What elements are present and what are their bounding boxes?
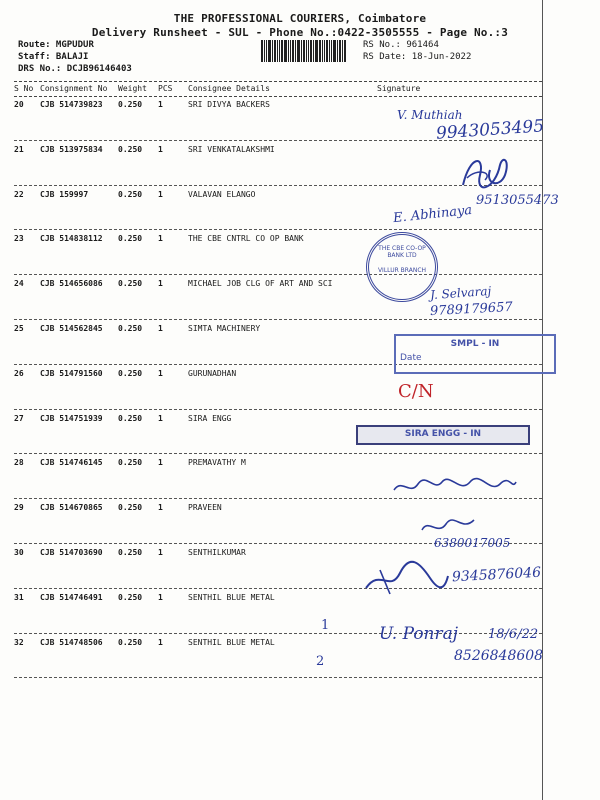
- row-weight: 0.250: [118, 279, 143, 289]
- row-weight: 0.250: [118, 592, 143, 602]
- row-sno: 31: [14, 592, 24, 602]
- row-weight: 0.250: [118, 234, 143, 244]
- barcode-bar: [295, 40, 296, 62]
- drs-label: DRS No.: DCJB96146403: [18, 64, 132, 74]
- signature-scribble: [390, 472, 520, 498]
- row-sno: 28: [14, 458, 24, 468]
- handwritten-name: U. Ponraj: [379, 624, 459, 644]
- row-consignee: VALAVAN ELANGO: [188, 189, 256, 199]
- barcode-bar: [303, 40, 305, 62]
- seal-bottom-text: VILLUR BRANCH: [377, 267, 427, 274]
- barcode-bar: [324, 40, 325, 62]
- row-sno: 32: [14, 637, 24, 647]
- row-sno: 26: [14, 368, 24, 378]
- row-pcs: 1: [158, 637, 163, 647]
- row-consignee: GURUNADHAN: [188, 368, 237, 378]
- bank-seal: [366, 232, 438, 302]
- row-pcs: 1: [158, 100, 163, 109]
- handwritten-signature: E. Abhinaya: [392, 202, 473, 227]
- barcode-bar: [315, 40, 318, 62]
- barcode-bar: [326, 40, 328, 62]
- barcode-bar: [344, 40, 346, 62]
- row-pcs: 1: [158, 324, 163, 333]
- row-sno: 21: [14, 144, 24, 154]
- barcode-bar: [272, 40, 273, 62]
- barcode-bar: [337, 40, 338, 62]
- barcode-bar: [279, 40, 280, 62]
- row-consignee: SRI DIVYA BACKERS: [188, 100, 270, 109]
- stamp-text: SIRA ENGG - IN: [404, 429, 482, 439]
- document-title: [0, 12, 600, 39]
- barcode-bar: [292, 40, 294, 62]
- row-consignee: SENTHIL BLUE METAL: [188, 592, 275, 602]
- row-consignment: CJB 514656086: [40, 279, 103, 289]
- barcode-bar: [264, 40, 265, 62]
- handwritten-name: J. Selvaraj: [429, 283, 492, 303]
- signature-scribble: [418, 514, 478, 538]
- row-weight: 0.250: [118, 637, 143, 647]
- row-pcs: 1: [158, 458, 163, 468]
- barcode-bar: [290, 40, 291, 62]
- handwritten-phone: 9513055473: [476, 193, 559, 208]
- col-consignment: Consignment No: [40, 84, 108, 93]
- barcode-bar: [319, 40, 321, 62]
- row-consignment: CJB 514562845: [40, 324, 103, 333]
- barcode-bar: [301, 40, 302, 62]
- row-weight: 0.250: [118, 503, 143, 513]
- barcode-bar: [331, 40, 332, 62]
- barcode-bar: [329, 40, 330, 62]
- row-consignment: CJB 159997: [40, 189, 89, 199]
- handwritten-phone: 9789179657: [429, 299, 514, 320]
- handwritten-phone: 8526848608: [454, 648, 544, 664]
- row-consignee: MICHAEL JOB CLG OF ART AND SCI: [188, 279, 333, 289]
- row-sno: 24: [14, 279, 24, 289]
- stamp-date-label: Date: [400, 353, 422, 363]
- row-consignee: SIMTA MACHINERY: [188, 324, 261, 333]
- col-consignee: Consignee Details: [188, 84, 270, 93]
- row-consignment: CJB 514791560: [40, 368, 103, 378]
- row-consignee: THE CBE CNTRL CO OP BANK: [188, 234, 304, 244]
- barcode-bar: [268, 40, 271, 62]
- row-sno: 30: [14, 548, 24, 557]
- row-sno: 20: [14, 100, 24, 109]
- handwritten-mark: 2: [316, 654, 325, 669]
- row-weight: 0.250: [118, 548, 143, 557]
- route-info: [18, 39, 132, 75]
- barcode-bar: [274, 40, 276, 62]
- rs-date: RS Date: 18-Jun-2022: [363, 52, 472, 62]
- barcode-bar: [266, 40, 267, 62]
- barcode-bar: [308, 40, 309, 62]
- row-consignee: SENTHIL BLUE METAL: [188, 637, 275, 647]
- barcode: [261, 40, 357, 62]
- row-weight: 0.250: [118, 324, 143, 333]
- table-row: [14, 588, 542, 634]
- rs-number: RS No.: 961464: [363, 40, 439, 50]
- col-pcs: PCS: [158, 84, 173, 93]
- row-weight: 0.250: [118, 189, 143, 199]
- row-consignment: CJB 514838112: [40, 234, 103, 244]
- rs-info: [363, 39, 471, 63]
- company-stamp: [394, 334, 556, 374]
- row-consignment: CJB 514739823: [40, 100, 103, 109]
- barcode-bar: [342, 40, 343, 62]
- barcode-bar: [322, 40, 323, 62]
- barcode-bar: [313, 40, 314, 62]
- row-consignee: SENTHILKUMAR: [188, 548, 246, 557]
- row-pcs: 1: [158, 368, 163, 378]
- row-consignment: CJB 513975834: [40, 144, 103, 154]
- row-weight: 0.250: [118, 413, 143, 423]
- barcode-bar: [297, 40, 300, 62]
- stamp-text: SMPL - IN: [450, 339, 500, 349]
- barcode-bar: [288, 40, 289, 62]
- company-stamp: [356, 425, 530, 445]
- company-name: THE PROFESSIONAL COURIERS, Coimbatore: [173, 12, 427, 25]
- col-signature: Signature: [377, 84, 421, 93]
- barcode-bar: [277, 40, 278, 62]
- row-consignment: CJB 514748506: [40, 637, 103, 647]
- row-consignee: PRAVEEN: [188, 503, 222, 513]
- barcode-bar: [261, 40, 263, 62]
- handwritten-phone: 9943053495: [435, 116, 545, 144]
- handwritten-phone: 9345876046: [451, 564, 542, 586]
- row-consignment: CJB 514746491: [40, 592, 103, 602]
- seal-top-text: THE CBE CO-OP BANK LTD: [378, 245, 426, 259]
- row-pcs: 1: [158, 413, 163, 423]
- row-pcs: 1: [158, 592, 163, 602]
- barcode-bar: [333, 40, 336, 62]
- row-sno: 25: [14, 324, 24, 333]
- runsheet-subtitle: Delivery Runsheet - SUL - Phone No.:0422-3505555 - Page No.:3: [91, 26, 509, 39]
- row-consignment: CJB 514746145: [40, 458, 103, 468]
- col-sno: S No: [14, 84, 34, 93]
- route-label: Route: MGPUDUR: [18, 40, 94, 50]
- handwritten-name: V. Muthiah: [397, 108, 463, 122]
- row-consignment: CJB 514703690: [40, 548, 103, 557]
- row-sno: 29: [14, 503, 24, 513]
- barcode-bar: [339, 40, 341, 62]
- row-pcs: 1: [158, 234, 163, 244]
- handwritten-phone: 6380017005: [434, 536, 511, 550]
- row-sno: 23: [14, 234, 24, 244]
- row-pcs: 1: [158, 503, 163, 513]
- row-consignee: SIRA ENGG: [188, 413, 232, 423]
- signature-scribble: [360, 558, 450, 598]
- row-weight: 0.250: [118, 458, 143, 468]
- handwritten-date: 18/6/22: [488, 627, 539, 642]
- row-consignment: CJB 514670865: [40, 503, 103, 513]
- barcode-bar: [281, 40, 283, 62]
- row-sno: 22: [14, 189, 24, 199]
- row-pcs: 1: [158, 189, 163, 199]
- staff-label: Staff: BALAJI: [18, 52, 89, 62]
- row-weight: 0.250: [118, 100, 143, 109]
- row-pcs: 1: [158, 548, 163, 557]
- barcode-bar: [284, 40, 287, 62]
- row-pcs: 1: [158, 279, 163, 289]
- row-pcs: 1: [158, 144, 163, 154]
- row-consignee: PREMAVATHY M: [188, 458, 246, 468]
- barcode-bar: [306, 40, 307, 62]
- barcode-bar: [310, 40, 312, 62]
- table-row: [14, 229, 542, 275]
- handwritten-note: C/N: [398, 381, 434, 402]
- handwritten-mark: 1: [321, 618, 330, 633]
- row-weight: 0.250: [118, 144, 143, 154]
- signature-scribble: [455, 150, 515, 192]
- row-weight: 0.250: [118, 368, 143, 378]
- col-weight: Weight: [118, 84, 147, 93]
- row-sno: 27: [14, 413, 24, 423]
- row-consignee: SRI VENKATALAKSHMI: [188, 144, 275, 154]
- row-consignment: CJB 514751939: [40, 413, 103, 423]
